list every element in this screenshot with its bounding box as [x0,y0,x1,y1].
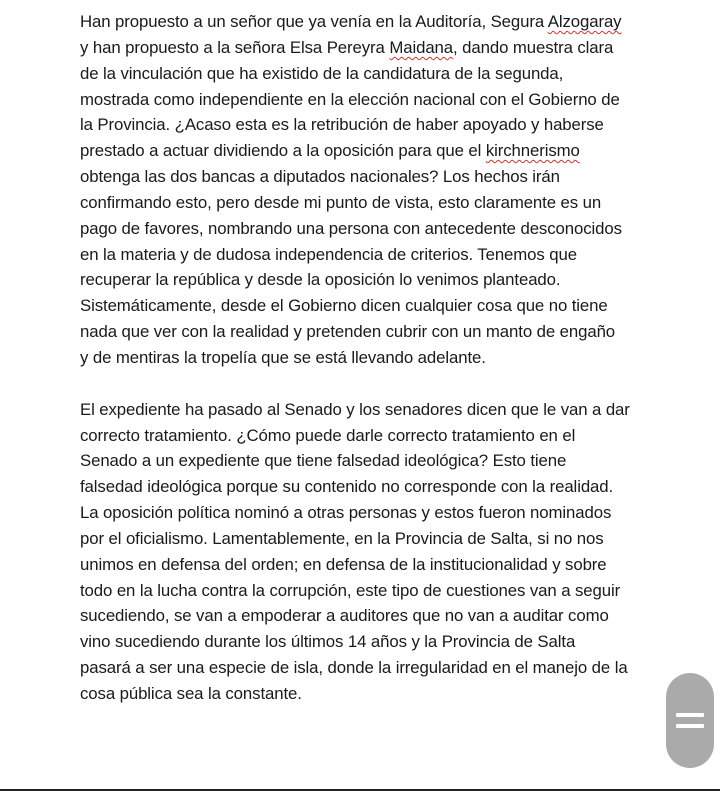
text-run: Han propuesto a un señor que ya venía en la Auditoría, Segura [80,12,548,31]
text-run: prestado a actuar dividiendo a la oposición para que el [80,141,486,161]
text-line: La oposición política nominó a otras personas y estos fueron nominados [80,503,612,523]
document-body[interactable] [80,9,648,707]
text-line: vino sucediendo durante los últimos 14 años y la Provincia de Salta [80,632,576,652]
text-line [80,138,648,164]
text-line: recuperar la república y desde la oposición lo venimos planteado. [80,270,561,290]
text-line: sucediendo, se van a empoderar a auditores que no van a auditar como [80,606,609,626]
text-line: la Provincia. ¿Acaso esta es la retribución de haber apoyado y haberse [80,115,604,135]
text-line [80,9,648,35]
text-line: El expediente ha pasado al Senado y los senadores dicen que le van a dar [80,399,630,419]
text-line: Senado a un expediente que tiene falsedad ideológica? Esto tiene [80,451,567,471]
page-bottom-divider [0,789,720,791]
paragraph-spacer [80,371,648,397]
paragraph-1 [80,9,648,371]
text-line: todo en la lucha contra la corrupción, este tipo de cuestiones van a seguir [80,580,621,600]
paragraph-2 [80,397,648,707]
text-line: por el oficialismo. Lamentablemente, en la Provincia de Salta, si no nos [80,528,604,548]
scroll-handle[interactable] [666,673,714,768]
text-line: falsedad ideológica porque su contenido no corresponde con la realidad. [80,477,614,497]
spellcheck-flagged-word[interactable]: kirchnerismo [485,141,580,161]
text-run: , dando muestra clara [453,37,614,57]
text-line: confirmando esto, pero desde mi punto de vista, esto claramente es un [80,192,602,212]
text-line: de la vinculación que ha existido de la candidatura de la segunda, [80,63,564,83]
text-line: en la materia y de dudosa independencia de criterios. Tenemos que [80,244,577,264]
text-line [80,35,648,61]
text-line: pasará a ser una especie de isla, donde la irregularidad en el manejo de la [80,658,628,678]
text-line: unimos en defensa del orden; en defensa de la institucionalidad y sobre [80,554,607,574]
text-run: y han propuesto a la señora Elsa Pereyra [80,37,390,57]
text-line: mostrada como independiente en la elección nacional con el Gobierno de [80,89,620,109]
spellcheck-flagged-word[interactable]: Alzogaray [547,12,622,31]
text-line: correcto tratamiento. ¿Cómo puede darle correcto tratamiento en el [80,425,576,445]
drag-handle-icon [676,713,704,717]
text-line: y de mentiras la tropelía que se está llevando adelante. [80,347,486,367]
text-line: cosa pública sea la constante. [80,683,302,703]
text-line: pago de favores, nombrando una persona con antecedente desconocidos [80,218,622,238]
text-line: Sistemáticamente, desde el Gobierno dicen cualquier cosa que no tiene [80,296,608,316]
text-line: nada que ver con la realidad y pretenden cubrir con un manto de engaño [80,322,616,342]
drag-handle-icon [676,724,704,728]
spellcheck-flagged-word[interactable]: Maidana [389,37,454,57]
text-line: obtenga las dos bancas a diputados nacionales? Los hechos irán [80,167,560,187]
